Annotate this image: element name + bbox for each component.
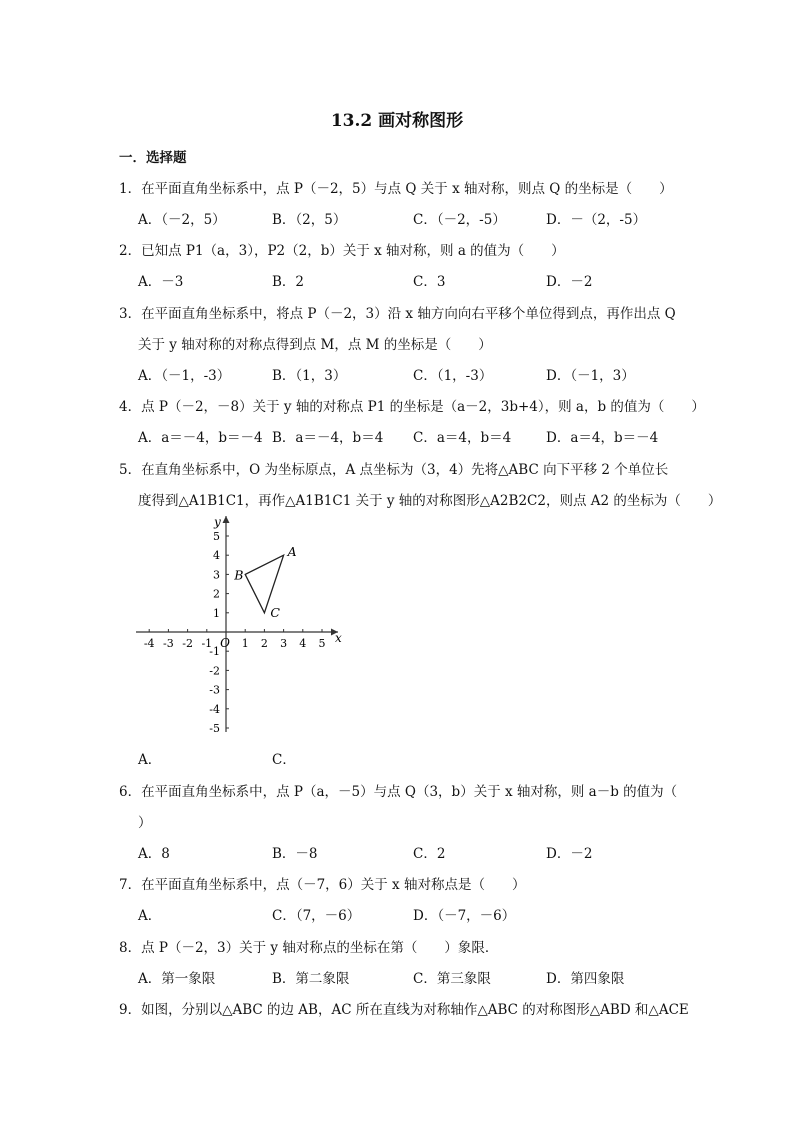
question-3-line-2: 关于 y 轴对称的对称点得到点 M，点 M 的坐标是（ ） (138, 337, 492, 353)
q3-option-c: C．（1，-3） (413, 368, 493, 384)
q2-option-b: B．2 (272, 274, 305, 290)
q6-option-b: B．－8 (272, 846, 318, 862)
question-6-line-1: 6．在平面直角坐标系中，点 P（a，－5）与点 Q（3，b）关于 x 轴对称，则 a－b 的值为（ (119, 784, 678, 800)
q2-option-d: D．－2 (546, 274, 593, 290)
q8-option-d: D．第四象限 (546, 971, 625, 987)
y-tick-label: -4 (209, 702, 220, 716)
q3-option-a: A．（－1，-3） (138, 368, 231, 384)
x-tick-label: -3 (163, 637, 174, 650)
section-heading: 一．选择题 (119, 150, 187, 166)
question-8-text: 8．点 P（－2，3）关于 y 轴对称点的坐标在第（ ）象限． (119, 940, 499, 956)
origin-label: O (220, 636, 230, 650)
y-axis-arrow (223, 516, 230, 523)
q4-option-d: D．a＝4，b＝－4 (546, 430, 659, 446)
y-tick-label: 3 (213, 568, 220, 582)
x-axis-label: x (335, 631, 342, 645)
q8-option-a: A．第一象限 (138, 971, 216, 987)
question-9-text: 9．如图，分别以△ABC 的边 AB，AC 所在直线为对称轴作△ABC 的对称图形△ABD 和△ACE (119, 1002, 689, 1018)
q1-option-c: C．（－2，-5） (413, 212, 506, 228)
x-tick-label: -4 (143, 637, 155, 650)
y-axis-label: y (214, 515, 221, 529)
q5-option-a: A． (138, 752, 162, 768)
question-5-line-1: 5．在直角坐标系中，O 为坐标原点，A 点坐标为（3，4）先将△ABC 向下平移 2 个单位长 (119, 462, 669, 478)
q3-option-b: B．（1，3） (272, 368, 347, 384)
y-tick-label: 4 (213, 549, 220, 563)
q1-option-b: B．（2，5） (272, 212, 347, 228)
q4-option-c: C．a＝4，b＝4 (413, 430, 512, 446)
page-title: 13.2 画对称图形 (330, 111, 464, 131)
q1-option-a: A．（－2，5） (138, 212, 226, 228)
x-tick-label: 5 (318, 637, 326, 650)
q3-option-d: D．（－1，3） (546, 368, 635, 384)
y-tick-label: -1 (209, 645, 220, 659)
y-tick-label: 5 (213, 530, 220, 543)
q4-option-b: B．a＝－4，b＝4 (272, 430, 384, 446)
q8-option-c: C．第三象限 (413, 971, 491, 987)
q6-option-c: C．2 (413, 846, 446, 862)
point-label-c: C (270, 604, 280, 620)
q6-option-a: A．8 (138, 846, 170, 862)
point-label-b: B (234, 567, 244, 583)
q6-option-d: D．－2 (546, 846, 593, 862)
point-label-a: A (287, 544, 297, 560)
question-2-text: 2．已知点 P1（a，3），P2（2，b）关于 x 轴对称，则 a 的值为（ ） (119, 243, 565, 259)
q2-option-c: C．3 (413, 274, 446, 290)
q7-option-d: D．（－7，－6） (413, 908, 516, 924)
x-tick-label: 2 (260, 637, 268, 650)
coordinate-graph (130, 512, 350, 740)
q7-option-c: C．（7，－6） (272, 908, 361, 924)
x-tick-label: 4 (299, 637, 307, 650)
q5-option-c: C． (272, 752, 296, 768)
question-3-line-1: 3．在平面直角坐标系中，将点 P（－2，3）沿 x 轴方向向右平移个单位得到点，再作出点 Q (119, 306, 676, 322)
x-tick-label: -1 (201, 637, 213, 650)
y-tick-label: 1 (213, 606, 220, 620)
y-tick-label: -2 (209, 664, 220, 678)
x-tick-label: -2 (182, 637, 193, 650)
question-1-text: 1．在平面直角坐标系中，点 P（－2，5）与点 Q 关于 x 轴对称，则点 Q 的坐标是（ ） (119, 181, 673, 197)
x-tick-label: 1 (241, 637, 249, 650)
y-tick-label: 2 (213, 587, 220, 601)
q4-option-a: A．a＝－4，b＝－4 (138, 430, 263, 446)
question-7-text: 7．在平面直角坐标系中，点（－7，6）关于 x 轴对称点是（ ） (119, 877, 526, 893)
q1-option-d: D．－（2，-5） (546, 212, 647, 228)
question-5-line-2: 度得到△A1B1C1，再作△A1B1C1 关于 y 轴的对称图形△A2B2C2，则点 A2 的坐标为（ ） (138, 493, 722, 509)
question-4-text: 4．点 P（－2，－8）关于 y 轴的对称点 P1 的坐标是（a－2，3b+4），则 a，b 的值为（ ） (119, 399, 705, 415)
x-tick-label: 3 (280, 637, 288, 650)
y-tick-label: -5 (209, 722, 220, 735)
q8-option-b: B．第二象限 (272, 971, 350, 987)
q7-option-a: A． (138, 908, 162, 924)
q2-option-a: A．－3 (138, 274, 184, 290)
question-6-line-2: ） (138, 815, 152, 831)
y-tick-label: -3 (209, 683, 220, 697)
